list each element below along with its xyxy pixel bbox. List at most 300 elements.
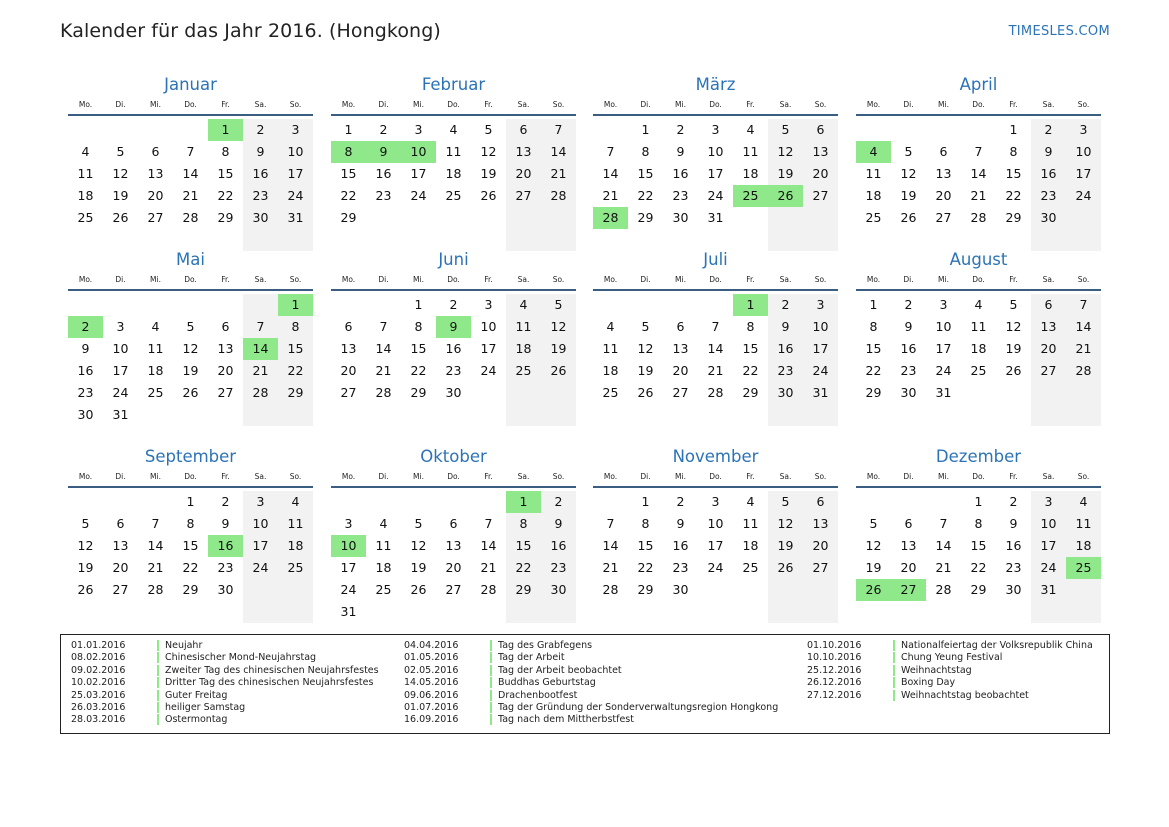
- day-cell[interactable]: 3: [1044, 494, 1053, 509]
- day-cell[interactable]: 19: [777, 538, 794, 553]
- day-cell[interactable]: 18: [375, 560, 392, 575]
- day-cell[interactable]: 21: [550, 166, 567, 181]
- day-cell[interactable]: 16: [672, 166, 689, 181]
- day-cell[interactable]: 29: [637, 210, 654, 225]
- day-cell[interactable]: 14: [550, 144, 567, 159]
- day-cell[interactable]: 26: [410, 582, 427, 597]
- day-cell[interactable]: 22: [637, 560, 654, 575]
- day-cell[interactable]: 21: [602, 560, 619, 575]
- day-cell[interactable]: 21: [147, 560, 164, 575]
- day-cell[interactable]: 13: [515, 144, 532, 159]
- day-cell[interactable]: 3: [939, 297, 948, 312]
- day-cell[interactable]: 21: [252, 363, 269, 378]
- day-cell[interactable]: 19: [480, 166, 497, 181]
- day-cell[interactable]: 6: [816, 494, 825, 509]
- holiday-day[interactable]: 26: [856, 579, 891, 601]
- day-cell[interactable]: 25: [77, 210, 94, 225]
- day-cell[interactable]: 2: [256, 122, 265, 137]
- day-cell[interactable]: 14: [147, 538, 164, 553]
- day-cell[interactable]: 12: [1005, 319, 1022, 334]
- day-cell[interactable]: 13: [812, 144, 829, 159]
- day-cell[interactable]: 24: [1075, 188, 1092, 203]
- day-cell[interactable]: 13: [340, 341, 357, 356]
- day-cell[interactable]: 7: [151, 516, 160, 531]
- day-cell[interactable]: 3: [711, 122, 720, 137]
- day-cell[interactable]: 11: [515, 319, 532, 334]
- day-cell[interactable]: 27: [672, 385, 689, 400]
- day-cell[interactable]: 16: [375, 166, 392, 181]
- holiday-day[interactable]: 14: [243, 338, 278, 360]
- day-cell[interactable]: 23: [1005, 560, 1022, 575]
- day-cell[interactable]: 11: [1075, 516, 1092, 531]
- day-cell[interactable]: 27: [935, 210, 952, 225]
- day-cell[interactable]: 30: [672, 582, 689, 597]
- day-cell[interactable]: 22: [742, 363, 759, 378]
- day-cell[interactable]: 1: [1009, 122, 1018, 137]
- day-cell[interactable]: 26: [77, 582, 94, 597]
- day-cell[interactable]: 11: [287, 516, 304, 531]
- day-cell[interactable]: 15: [970, 538, 987, 553]
- day-cell[interactable]: 3: [1079, 122, 1088, 137]
- day-cell[interactable]: 7: [554, 122, 563, 137]
- day-cell[interactable]: 11: [375, 538, 392, 553]
- day-cell[interactable]: 20: [1040, 341, 1057, 356]
- day-cell[interactable]: 2: [904, 297, 913, 312]
- day-cell[interactable]: 6: [221, 319, 230, 334]
- day-cell[interactable]: 15: [340, 166, 357, 181]
- day-cell[interactable]: 19: [182, 363, 199, 378]
- day-cell[interactable]: 16: [777, 341, 794, 356]
- day-cell[interactable]: 5: [869, 516, 878, 531]
- day-cell[interactable]: 9: [81, 341, 90, 356]
- day-cell[interactable]: 20: [900, 560, 917, 575]
- day-cell[interactable]: 9: [676, 516, 685, 531]
- day-cell[interactable]: 22: [182, 560, 199, 575]
- day-cell[interactable]: 29: [637, 582, 654, 597]
- day-cell[interactable]: 5: [81, 516, 90, 531]
- day-cell[interactable]: 10: [112, 341, 129, 356]
- day-cell[interactable]: 28: [147, 582, 164, 597]
- day-cell[interactable]: 19: [112, 188, 129, 203]
- day-cell[interactable]: 12: [900, 166, 917, 181]
- day-cell[interactable]: 31: [707, 210, 724, 225]
- day-cell[interactable]: 28: [480, 582, 497, 597]
- day-cell[interactable]: 17: [1075, 166, 1092, 181]
- day-cell[interactable]: 19: [410, 560, 427, 575]
- day-cell[interactable]: 26: [1005, 363, 1022, 378]
- day-cell[interactable]: 14: [602, 538, 619, 553]
- brand-link[interactable]: TIMESLES.COM: [1008, 24, 1110, 39]
- day-cell[interactable]: 22: [637, 188, 654, 203]
- day-cell[interactable]: 23: [217, 560, 234, 575]
- day-cell[interactable]: 12: [865, 538, 882, 553]
- day-cell[interactable]: 28: [1075, 363, 1092, 378]
- day-cell[interactable]: 7: [606, 144, 615, 159]
- day-cell[interactable]: 25: [147, 385, 164, 400]
- day-cell[interactable]: 29: [287, 385, 304, 400]
- day-cell[interactable]: 5: [781, 122, 790, 137]
- day-cell[interactable]: 27: [1040, 363, 1057, 378]
- day-cell[interactable]: 3: [291, 122, 300, 137]
- day-cell[interactable]: 27: [112, 582, 129, 597]
- day-cell[interactable]: 11: [602, 341, 619, 356]
- day-cell[interactable]: 21: [480, 560, 497, 575]
- day-cell[interactable]: 15: [217, 166, 234, 181]
- day-cell[interactable]: 23: [1040, 188, 1057, 203]
- day-cell[interactable]: 8: [291, 319, 300, 334]
- holiday-day[interactable]: 1: [208, 119, 243, 141]
- holiday-day[interactable]: 25: [733, 185, 768, 207]
- day-cell[interactable]: 4: [81, 144, 90, 159]
- day-cell[interactable]: 3: [484, 297, 493, 312]
- day-cell[interactable]: 22: [287, 363, 304, 378]
- day-cell[interactable]: 17: [707, 166, 724, 181]
- day-cell[interactable]: 7: [974, 144, 983, 159]
- day-cell[interactable]: 11: [77, 166, 94, 181]
- day-cell[interactable]: 6: [904, 516, 913, 531]
- day-cell[interactable]: 7: [186, 144, 195, 159]
- day-cell[interactable]: 6: [449, 516, 458, 531]
- day-cell[interactable]: 2: [379, 122, 388, 137]
- day-cell[interactable]: 3: [256, 494, 265, 509]
- holiday-day[interactable]: 10: [401, 141, 436, 163]
- day-cell[interactable]: 15: [637, 166, 654, 181]
- day-cell[interactable]: 27: [812, 188, 829, 203]
- day-cell[interactable]: 24: [287, 188, 304, 203]
- day-cell[interactable]: 22: [217, 188, 234, 203]
- day-cell[interactable]: 24: [480, 363, 497, 378]
- holiday-day[interactable]: 9: [366, 141, 401, 163]
- day-cell[interactable]: 10: [252, 516, 269, 531]
- day-cell[interactable]: 29: [865, 385, 882, 400]
- day-cell[interactable]: 16: [672, 538, 689, 553]
- day-cell[interactable]: 20: [147, 188, 164, 203]
- day-cell[interactable]: 27: [340, 385, 357, 400]
- day-cell[interactable]: 27: [812, 560, 829, 575]
- day-cell[interactable]: 7: [606, 516, 615, 531]
- day-cell[interactable]: 8: [1009, 144, 1018, 159]
- day-cell[interactable]: 30: [217, 582, 234, 597]
- day-cell[interactable]: 3: [344, 516, 353, 531]
- holiday-day[interactable]: 16: [208, 535, 243, 557]
- day-cell[interactable]: 30: [777, 385, 794, 400]
- day-cell[interactable]: 26: [480, 188, 497, 203]
- day-cell[interactable]: 12: [550, 319, 567, 334]
- day-cell[interactable]: 31: [812, 385, 829, 400]
- day-cell[interactable]: 2: [449, 297, 458, 312]
- day-cell[interactable]: 21: [602, 188, 619, 203]
- day-cell[interactable]: 15: [182, 538, 199, 553]
- day-cell[interactable]: 7: [1079, 297, 1088, 312]
- day-cell[interactable]: 28: [550, 188, 567, 203]
- day-cell[interactable]: 22: [410, 363, 427, 378]
- day-cell[interactable]: 27: [515, 188, 532, 203]
- day-cell[interactable]: 17: [112, 363, 129, 378]
- day-cell[interactable]: 14: [970, 166, 987, 181]
- day-cell[interactable]: 3: [116, 319, 125, 334]
- day-cell[interactable]: 13: [672, 341, 689, 356]
- holiday-day[interactable]: 28: [593, 207, 628, 229]
- day-cell[interactable]: 24: [410, 188, 427, 203]
- day-cell[interactable]: 25: [742, 560, 759, 575]
- day-cell[interactable]: 5: [186, 319, 195, 334]
- day-cell[interactable]: 28: [935, 582, 952, 597]
- day-cell[interactable]: 15: [637, 538, 654, 553]
- day-cell[interactable]: 13: [812, 516, 829, 531]
- day-cell[interactable]: 20: [935, 188, 952, 203]
- day-cell[interactable]: 3: [711, 494, 720, 509]
- day-cell[interactable]: 2: [221, 494, 230, 509]
- day-cell[interactable]: 9: [1044, 144, 1053, 159]
- day-cell[interactable]: 21: [1075, 341, 1092, 356]
- day-cell[interactable]: 12: [480, 144, 497, 159]
- day-cell[interactable]: 24: [935, 363, 952, 378]
- day-cell[interactable]: 21: [707, 363, 724, 378]
- day-cell[interactable]: 14: [602, 166, 619, 181]
- day-cell[interactable]: 20: [672, 363, 689, 378]
- day-cell[interactable]: 24: [340, 582, 357, 597]
- day-cell[interactable]: 13: [900, 538, 917, 553]
- day-cell[interactable]: 1: [869, 297, 878, 312]
- day-cell[interactable]: 20: [445, 560, 462, 575]
- day-cell[interactable]: 29: [515, 582, 532, 597]
- day-cell[interactable]: 9: [676, 144, 685, 159]
- day-cell[interactable]: 23: [77, 385, 94, 400]
- day-cell[interactable]: 20: [812, 166, 829, 181]
- day-cell[interactable]: 10: [707, 516, 724, 531]
- holiday-day[interactable]: 10: [331, 535, 366, 557]
- day-cell[interactable]: 1: [974, 494, 983, 509]
- day-cell[interactable]: 6: [1044, 297, 1053, 312]
- holiday-day[interactable]: 9: [436, 316, 471, 338]
- day-cell[interactable]: 5: [1009, 297, 1018, 312]
- day-cell[interactable]: 28: [375, 385, 392, 400]
- day-cell[interactable]: 4: [519, 297, 528, 312]
- holiday-day[interactable]: 25: [1066, 557, 1101, 579]
- day-cell[interactable]: 7: [379, 319, 388, 334]
- day-cell[interactable]: 6: [939, 144, 948, 159]
- day-cell[interactable]: 21: [375, 363, 392, 378]
- day-cell[interactable]: 16: [1040, 166, 1057, 181]
- day-cell[interactable]: 10: [1040, 516, 1057, 531]
- day-cell[interactable]: 23: [900, 363, 917, 378]
- day-cell[interactable]: 10: [480, 319, 497, 334]
- day-cell[interactable]: 13: [1040, 319, 1057, 334]
- day-cell[interactable]: 4: [1079, 494, 1088, 509]
- day-cell[interactable]: 18: [865, 188, 882, 203]
- day-cell[interactable]: 10: [707, 144, 724, 159]
- day-cell[interactable]: 20: [340, 363, 357, 378]
- day-cell[interactable]: 24: [707, 560, 724, 575]
- day-cell[interactable]: 29: [742, 385, 759, 400]
- day-cell[interactable]: 22: [970, 560, 987, 575]
- day-cell[interactable]: 9: [554, 516, 563, 531]
- day-cell[interactable]: 12: [182, 341, 199, 356]
- day-cell[interactable]: 2: [554, 494, 563, 509]
- day-cell[interactable]: 1: [641, 494, 650, 509]
- day-cell[interactable]: 24: [252, 560, 269, 575]
- day-cell[interactable]: 12: [777, 144, 794, 159]
- day-cell[interactable]: 21: [935, 560, 952, 575]
- day-cell[interactable]: 1: [186, 494, 195, 509]
- day-cell[interactable]: 19: [637, 363, 654, 378]
- day-cell[interactable]: 1: [344, 122, 353, 137]
- day-cell[interactable]: 20: [112, 560, 129, 575]
- day-cell[interactable]: 15: [287, 341, 304, 356]
- day-cell[interactable]: 17: [340, 560, 357, 575]
- day-cell[interactable]: 30: [672, 210, 689, 225]
- day-cell[interactable]: 14: [480, 538, 497, 553]
- day-cell[interactable]: 15: [742, 341, 759, 356]
- day-cell[interactable]: 23: [252, 188, 269, 203]
- day-cell[interactable]: 15: [1005, 166, 1022, 181]
- day-cell[interactable]: 20: [812, 538, 829, 553]
- day-cell[interactable]: 2: [676, 494, 685, 509]
- day-cell[interactable]: 18: [742, 166, 759, 181]
- day-cell[interactable]: 19: [865, 560, 882, 575]
- day-cell[interactable]: 17: [935, 341, 952, 356]
- day-cell[interactable]: 16: [77, 363, 94, 378]
- day-cell[interactable]: 11: [742, 516, 759, 531]
- day-cell[interactable]: 29: [970, 582, 987, 597]
- day-cell[interactable]: 29: [340, 210, 357, 225]
- day-cell[interactable]: 1: [414, 297, 423, 312]
- day-cell[interactable]: 26: [777, 560, 794, 575]
- day-cell[interactable]: 4: [746, 122, 755, 137]
- day-cell[interactable]: 4: [291, 494, 300, 509]
- day-cell[interactable]: 21: [182, 188, 199, 203]
- day-cell[interactable]: 11: [147, 341, 164, 356]
- day-cell[interactable]: 17: [287, 166, 304, 181]
- day-cell[interactable]: 28: [252, 385, 269, 400]
- day-cell[interactable]: 25: [287, 560, 304, 575]
- day-cell[interactable]: 12: [410, 538, 427, 553]
- day-cell[interactable]: 13: [112, 538, 129, 553]
- day-cell[interactable]: 23: [672, 560, 689, 575]
- day-cell[interactable]: 28: [707, 385, 724, 400]
- day-cell[interactable]: 18: [445, 166, 462, 181]
- day-cell[interactable]: 30: [900, 385, 917, 400]
- day-cell[interactable]: 31: [935, 385, 952, 400]
- day-cell[interactable]: 22: [515, 560, 532, 575]
- day-cell[interactable]: 4: [151, 319, 160, 334]
- day-cell[interactable]: 13: [147, 166, 164, 181]
- day-cell[interactable]: 10: [1075, 144, 1092, 159]
- day-cell[interactable]: 30: [1005, 582, 1022, 597]
- holiday-day[interactable]: 1: [278, 294, 313, 316]
- day-cell[interactable]: 8: [186, 516, 195, 531]
- day-cell[interactable]: 14: [375, 341, 392, 356]
- holiday-day[interactable]: 27: [891, 579, 926, 601]
- day-cell[interactable]: 19: [1005, 341, 1022, 356]
- day-cell[interactable]: 18: [602, 363, 619, 378]
- day-cell[interactable]: 25: [602, 385, 619, 400]
- day-cell[interactable]: 4: [746, 494, 755, 509]
- day-cell[interactable]: 27: [217, 385, 234, 400]
- day-cell[interactable]: 7: [484, 516, 493, 531]
- day-cell[interactable]: 19: [777, 166, 794, 181]
- day-cell[interactable]: 17: [480, 341, 497, 356]
- day-cell[interactable]: 22: [340, 188, 357, 203]
- day-cell[interactable]: 13: [935, 166, 952, 181]
- day-cell[interactable]: 29: [182, 582, 199, 597]
- day-cell[interactable]: 12: [77, 538, 94, 553]
- day-cell[interactable]: 16: [900, 341, 917, 356]
- day-cell[interactable]: 8: [974, 516, 983, 531]
- day-cell[interactable]: 10: [287, 144, 304, 159]
- day-cell[interactable]: 16: [550, 538, 567, 553]
- day-cell[interactable]: 23: [672, 188, 689, 203]
- day-cell[interactable]: 26: [900, 210, 917, 225]
- day-cell[interactable]: 9: [256, 144, 265, 159]
- day-cell[interactable]: 15: [865, 341, 882, 356]
- day-cell[interactable]: 5: [484, 122, 493, 137]
- day-cell[interactable]: 16: [445, 341, 462, 356]
- day-cell[interactable]: 21: [970, 188, 987, 203]
- day-cell[interactable]: 17: [410, 166, 427, 181]
- day-cell[interactable]: 6: [344, 319, 353, 334]
- day-cell[interactable]: 14: [1075, 319, 1092, 334]
- day-cell[interactable]: 23: [375, 188, 392, 203]
- day-cell[interactable]: 8: [519, 516, 528, 531]
- day-cell[interactable]: 18: [1075, 538, 1092, 553]
- day-cell[interactable]: 19: [77, 560, 94, 575]
- day-cell[interactable]: 24: [812, 363, 829, 378]
- day-cell[interactable]: 24: [707, 188, 724, 203]
- day-cell[interactable]: 11: [742, 144, 759, 159]
- day-cell[interactable]: 4: [449, 122, 458, 137]
- day-cell[interactable]: 24: [1040, 560, 1057, 575]
- day-cell[interactable]: 26: [637, 385, 654, 400]
- day-cell[interactable]: 20: [217, 363, 234, 378]
- day-cell[interactable]: 31: [112, 407, 129, 422]
- day-cell[interactable]: 17: [707, 538, 724, 553]
- day-cell[interactable]: 2: [1009, 494, 1018, 509]
- day-cell[interactable]: 9: [781, 319, 790, 334]
- holiday-day[interactable]: 1: [506, 491, 541, 513]
- day-cell[interactable]: 5: [116, 144, 125, 159]
- day-cell[interactable]: 18: [515, 341, 532, 356]
- day-cell[interactable]: 22: [1005, 188, 1022, 203]
- day-cell[interactable]: 11: [865, 166, 882, 181]
- day-cell[interactable]: 30: [445, 385, 462, 400]
- day-cell[interactable]: 29: [217, 210, 234, 225]
- day-cell[interactable]: 23: [550, 560, 567, 575]
- day-cell[interactable]: 30: [252, 210, 269, 225]
- day-cell[interactable]: 5: [414, 516, 423, 531]
- day-cell[interactable]: 6: [116, 516, 125, 531]
- day-cell[interactable]: 8: [641, 144, 650, 159]
- day-cell[interactable]: 18: [287, 538, 304, 553]
- day-cell[interactable]: 31: [287, 210, 304, 225]
- day-cell[interactable]: 27: [147, 210, 164, 225]
- day-cell[interactable]: 25: [445, 188, 462, 203]
- day-cell[interactable]: 23: [445, 363, 462, 378]
- day-cell[interactable]: 26: [112, 210, 129, 225]
- day-cell[interactable]: 17: [1040, 538, 1057, 553]
- day-cell[interactable]: 28: [602, 582, 619, 597]
- day-cell[interactable]: 23: [777, 363, 794, 378]
- day-cell[interactable]: 11: [445, 144, 462, 159]
- day-cell[interactable]: 16: [1005, 538, 1022, 553]
- holiday-day[interactable]: 2: [68, 316, 103, 338]
- day-cell[interactable]: 17: [812, 341, 829, 356]
- day-cell[interactable]: 19: [900, 188, 917, 203]
- day-cell[interactable]: 6: [151, 144, 160, 159]
- day-cell[interactable]: 16: [252, 166, 269, 181]
- day-cell[interactable]: 4: [974, 297, 983, 312]
- day-cell[interactable]: 8: [641, 516, 650, 531]
